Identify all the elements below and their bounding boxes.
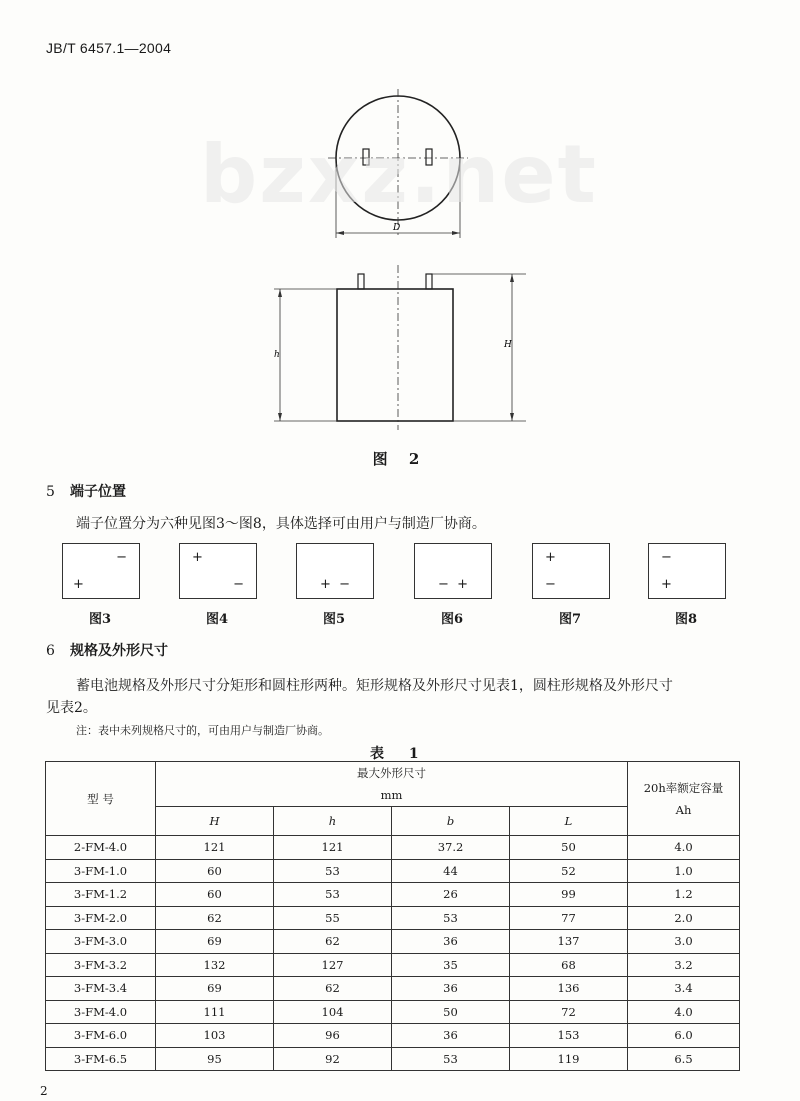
- section-5-title: 端子位置: [70, 484, 126, 500]
- battery-side-view: [337, 289, 453, 421]
- cell-H: 95: [156, 1047, 274, 1071]
- header-capacity: [628, 762, 740, 836]
- terminal-figure-8: [648, 543, 726, 599]
- section-6-title: 规格及外形尺寸: [70, 643, 168, 659]
- section-6-paragraph-line2: 见表2。: [46, 700, 97, 716]
- cell-L: 52: [510, 859, 628, 883]
- table-row: [46, 859, 740, 883]
- cell-h: 62: [274, 977, 392, 1001]
- table-row: [46, 953, 740, 977]
- section-6-heading: [46, 640, 168, 660]
- table-row: [46, 930, 740, 954]
- cell-model: 2-FM-4.0: [46, 836, 156, 860]
- table-1-title: 表 1: [370, 746, 429, 762]
- terminal-figure-4: [179, 543, 257, 599]
- figure-5-caption: 图5: [322, 612, 346, 627]
- cell-H: 103: [156, 1024, 274, 1048]
- cell-model: 3-FM-1.0: [46, 859, 156, 883]
- cell-h: 53: [274, 883, 392, 907]
- cell-b: 36: [392, 977, 510, 1001]
- section-5-paragraph: 端子位置分为六种见图3～图8，具体选择可由用户与制造厂协商。: [76, 516, 486, 532]
- cell-H: 121: [156, 836, 274, 860]
- terminal-sign: +: [545, 550, 556, 565]
- cell-H: 132: [156, 953, 274, 977]
- figure-3-caption: 图3: [88, 612, 112, 627]
- cell-model: 3-FM-3.0: [46, 930, 156, 954]
- cell-L: 99: [510, 883, 628, 907]
- terminal-left-side: [358, 274, 364, 289]
- header-model: 型 号: [46, 762, 156, 836]
- cell-H: 69: [156, 977, 274, 1001]
- header-max-dimensions: [156, 762, 628, 807]
- cell-capacity: 1.2: [628, 883, 740, 907]
- page-number: 2: [40, 1084, 48, 1098]
- cell-b: 35: [392, 953, 510, 977]
- cell-H: 62: [156, 906, 274, 930]
- label-H: H: [504, 340, 512, 350]
- cell-capacity: 4.0: [628, 836, 740, 860]
- section-5-number: 5: [46, 484, 55, 500]
- cell-h: 104: [274, 1000, 392, 1024]
- cell-model: 3-FM-6.5: [46, 1047, 156, 1071]
- terminal-figure-6: [414, 543, 492, 599]
- table-row: [46, 836, 740, 860]
- cell-H: 60: [156, 883, 274, 907]
- cell-L: 136: [510, 977, 628, 1001]
- terminal-sign: −: [545, 577, 556, 592]
- label-D: D: [393, 223, 401, 233]
- cell-b: 36: [392, 1024, 510, 1048]
- cell-h: 62: [274, 930, 392, 954]
- cell-capacity: 3.2: [628, 953, 740, 977]
- terminal-sign: −: [661, 550, 672, 565]
- cell-b: 44: [392, 859, 510, 883]
- terminal-sign: + −: [319, 577, 351, 592]
- cell-b: 50: [392, 1000, 510, 1024]
- cell-capacity: 2.0: [628, 906, 740, 930]
- figure-4-caption: 图4: [205, 612, 229, 627]
- cell-L: 137: [510, 930, 628, 954]
- standard-code: JB/T 6457.1—2004: [46, 40, 172, 56]
- header-H: H: [156, 807, 274, 836]
- cell-h: 121: [274, 836, 392, 860]
- cell-b: 36: [392, 930, 510, 954]
- cell-H: 111: [156, 1000, 274, 1024]
- section-6-note: 注：表中未列规格尺寸的，可由用户与制造厂协商。: [76, 724, 329, 737]
- terminal-right-side: [426, 274, 432, 289]
- terminal-sign: +: [192, 550, 203, 565]
- cell-L: 77: [510, 906, 628, 930]
- cell-b: 53: [392, 906, 510, 930]
- cell-capacity: 6.0: [628, 1024, 740, 1048]
- cell-capacity: 6.5: [628, 1047, 740, 1071]
- section-5-heading: [46, 481, 126, 501]
- header-max-dimensions-label: 最大外形尺寸: [357, 766, 426, 780]
- table-row: [46, 906, 740, 930]
- section-6-paragraph-line1: 蓄电池规格及外形尺寸分矩形和圆柱形两种。矩形规格及外形尺寸见表1，圆柱形规格及外形尺寸: [76, 678, 673, 694]
- terminal-sign: −: [116, 550, 127, 565]
- watermark: bzxz.net: [200, 128, 598, 221]
- cell-capacity: 1.0: [628, 859, 740, 883]
- header-capacity-label: 20h率额定容量: [643, 780, 724, 795]
- terminal-figure-5: [296, 543, 374, 599]
- figure-8-caption: 图8: [674, 612, 698, 627]
- figure-6-caption: 图6: [440, 612, 464, 627]
- table-1: [45, 761, 740, 1071]
- table-row: [46, 977, 740, 1001]
- header-capacity-unit: Ah: [675, 802, 692, 817]
- table-row: [46, 1000, 740, 1024]
- cell-b: 37.2: [392, 836, 510, 860]
- cell-capacity: 4.0: [628, 1000, 740, 1024]
- cell-b: 26: [392, 883, 510, 907]
- header-h: h: [274, 807, 392, 836]
- cell-h: 55: [274, 906, 392, 930]
- cell-model: 3-FM-6.0: [46, 1024, 156, 1048]
- table-1-body: [46, 836, 740, 1071]
- terminal-sign: +: [73, 577, 84, 592]
- cell-h: 92: [274, 1047, 392, 1071]
- cell-model: 3-FM-4.0: [46, 1000, 156, 1024]
- cell-H: 69: [156, 930, 274, 954]
- cell-model: 3-FM-2.0: [46, 906, 156, 930]
- label-h: h: [274, 350, 280, 360]
- cell-capacity: 3.4: [628, 977, 740, 1001]
- terminal-sign: − +: [437, 577, 469, 592]
- cell-model: 3-FM-3.4: [46, 977, 156, 1001]
- figure-7-caption: 图7: [558, 612, 582, 627]
- cell-capacity: 3.0: [628, 930, 740, 954]
- cell-h: 96: [274, 1024, 392, 1048]
- cell-L: 68: [510, 953, 628, 977]
- cell-b: 53: [392, 1047, 510, 1071]
- cell-L: 153: [510, 1024, 628, 1048]
- header-max-dimensions-unit: mm: [380, 788, 403, 802]
- figure-2-caption: 图 2: [372, 450, 428, 468]
- cell-model: 3-FM-3.2: [46, 953, 156, 977]
- terminal-figure-3: [62, 543, 140, 599]
- terminal-figure-7: [532, 543, 610, 599]
- cell-h: 53: [274, 859, 392, 883]
- cell-L: 72: [510, 1000, 628, 1024]
- cell-model: 3-FM-1.2: [46, 883, 156, 907]
- table-row: [46, 883, 740, 907]
- cell-H: 60: [156, 859, 274, 883]
- header-L: L: [510, 807, 628, 836]
- table-row: [46, 1024, 740, 1048]
- terminal-sign: +: [661, 577, 672, 592]
- terminal-sign: −: [233, 577, 244, 592]
- cell-h: 127: [274, 953, 392, 977]
- section-6-number: 6: [46, 643, 55, 659]
- cell-L: 50: [510, 836, 628, 860]
- cell-L: 119: [510, 1047, 628, 1071]
- header-b: b: [392, 807, 510, 836]
- table-row: [46, 1047, 740, 1071]
